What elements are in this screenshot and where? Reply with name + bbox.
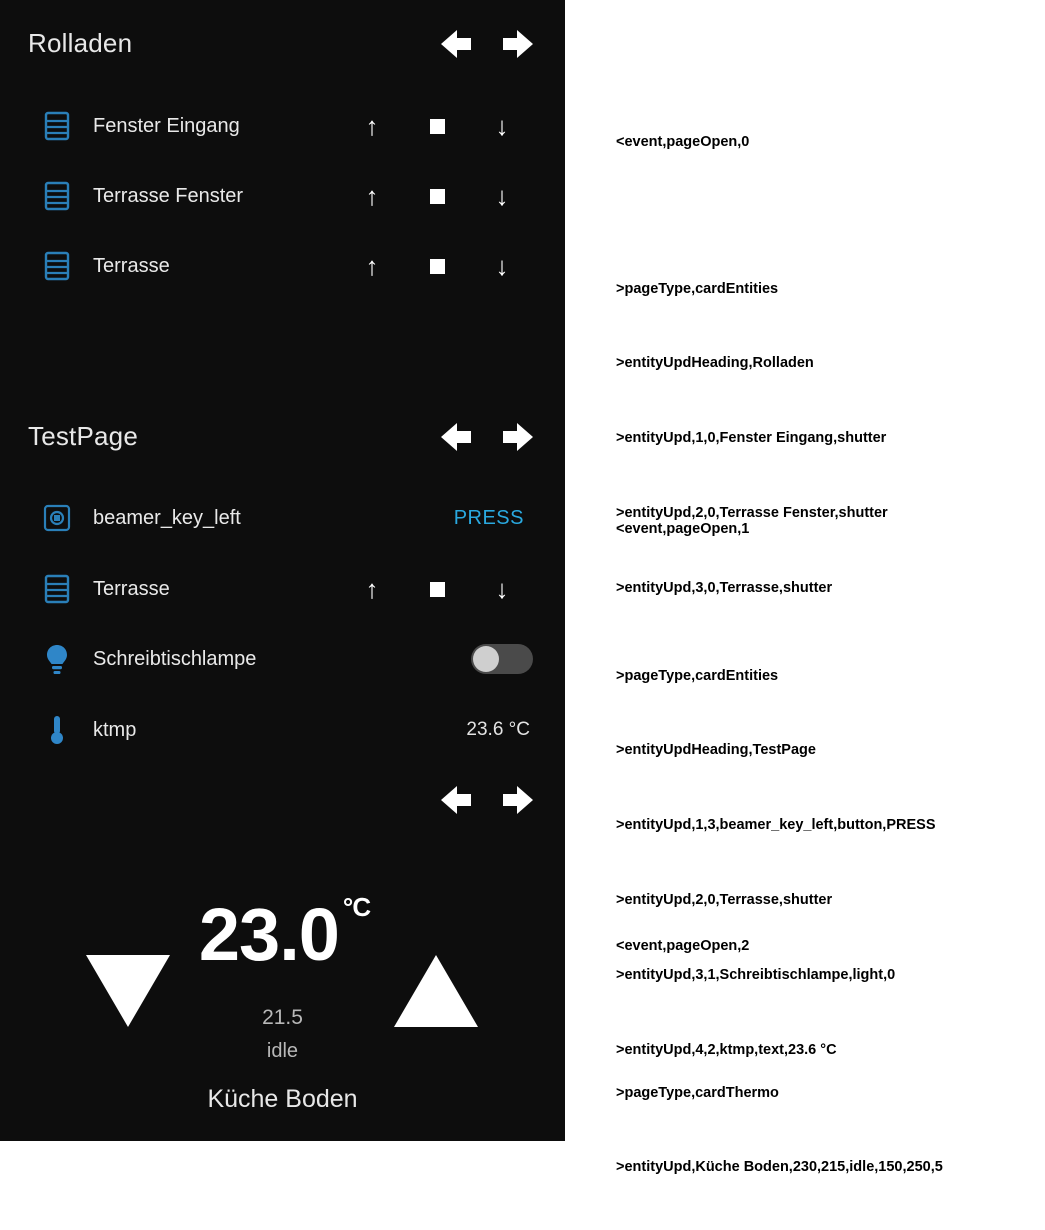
list-item-label: Schreibtischlampe (93, 647, 257, 670)
log-line: >entityUpdHeading,Rolladen (616, 355, 814, 372)
shutter-icon (40, 572, 74, 606)
spacer (616, 1009, 943, 1031)
card-header-testpage (0, 421, 565, 477)
stop-square-icon (430, 189, 445, 204)
nav-arrows (431, 780, 543, 820)
thermostat-name: Küche Boden (207, 1085, 358, 1113)
thermometer-icon (40, 713, 74, 747)
list-item-label: Terrasse (93, 254, 170, 277)
shutter-stop-button[interactable] (417, 176, 457, 216)
shutter-stop-button[interactable] (417, 106, 457, 146)
page-title: TestPage (28, 421, 139, 451)
arrow-right-icon[interactable] (499, 417, 543, 457)
shutter-stop-button[interactable] (417, 569, 457, 609)
nav-arrows (431, 417, 543, 457)
light-toggle[interactable] (471, 644, 533, 674)
arrow-left-icon[interactable] (431, 780, 475, 820)
log-line: >pageType,cardThermo (616, 1084, 779, 1101)
table-row[interactable] (0, 490, 565, 546)
shutter-up-button[interactable]: ↑ (365, 110, 379, 141)
log-event: <event,pageOpen,0 (616, 133, 750, 150)
arrow-left-icon[interactable] (431, 24, 475, 64)
list-item-label: beamer_key_left (93, 506, 241, 529)
arrow-right-icon[interactable] (499, 24, 543, 64)
log-line: >pageType,cardEntities (616, 280, 779, 297)
projector-icon (40, 501, 74, 535)
shutter-down-button[interactable]: ↓ (495, 180, 509, 211)
shutter-up-button[interactable]: ↑ (365, 250, 379, 281)
shutter-icon (40, 249, 74, 283)
list-item-label: Fenster Eingang (93, 114, 240, 137)
toggle-knob (473, 646, 499, 672)
log-event: <event,pageOpen,1 (616, 520, 750, 537)
shutter-controls (340, 569, 540, 609)
log-line: >pageType,cardEntities (616, 667, 779, 684)
list-item-label: Terrasse (93, 577, 170, 600)
temperature-unit: °C (342, 892, 371, 923)
current-temperature (0, 892, 565, 977)
list-item-label: Terrasse Fenster (93, 184, 244, 207)
spacer (616, 592, 936, 614)
lightbulb-icon (40, 642, 74, 676)
shutter-down-button[interactable]: ↓ (495, 250, 509, 281)
shutter-icon (40, 179, 74, 213)
nav-arrows (431, 24, 543, 64)
card-thermostat (0, 770, 565, 1141)
table-row[interactable] (0, 168, 565, 224)
log-event: <event,pageOpen,2 (616, 937, 750, 954)
stop-square-icon (430, 259, 445, 274)
arrow-left-icon[interactable] (431, 417, 475, 457)
table-row[interactable] (0, 631, 565, 687)
log-line: >entityUpd,1,0,Fenster Eingang,shutter (616, 430, 887, 447)
shutter-controls (340, 246, 540, 286)
log-line: >entityUpd,3,0,Terrasse,shutter (616, 579, 833, 596)
table-row[interactable] (0, 238, 565, 294)
log-line: >entityUpd,1,3,beamer_key_left,button,PRESS (616, 817, 936, 834)
table-row[interactable] (0, 702, 565, 758)
arrow-right-icon[interactable] (499, 780, 543, 820)
table-row[interactable] (0, 561, 565, 617)
log-line: >entityUpdHeading,TestPage (616, 742, 816, 759)
shutter-controls (340, 106, 540, 146)
stop-square-icon (430, 582, 445, 597)
current-temperature-value: 23.0 (198, 893, 339, 976)
thermostat-body (0, 830, 565, 1062)
shutter-icon (40, 109, 74, 143)
log-line: >entityUpd,3,1,Schreibtischlampe,light,0 (616, 966, 896, 983)
target-temperature: 21.5 (262, 1006, 303, 1029)
card-header-rolladen (0, 28, 565, 84)
shutter-down-button[interactable]: ↓ (495, 573, 509, 604)
log-panel (565, 0, 1045, 1176)
table-row[interactable] (0, 98, 565, 154)
log-line: >entityUpd,2,0,Terrasse,shutter (616, 892, 833, 908)
log-line: >entityUpd,Küche Boden,230,215,idle,150,250,5 (616, 1159, 943, 1176)
log-block (616, 884, 943, 1230)
shutter-stop-button[interactable] (417, 246, 457, 286)
status-badge: idle (266, 1040, 299, 1062)
shutter-controls (340, 176, 540, 216)
press-button[interactable]: PRESS (453, 506, 524, 529)
log-line: >entityUpd,4,2,ktmp,text,23.6 °C (616, 1041, 837, 1058)
spacer (616, 205, 888, 227)
list-item-label: ktmp (93, 718, 137, 741)
temperature-value: 23.6 °C (466, 719, 530, 740)
page-title: Rolladen (28, 28, 133, 58)
log-line: >entityUpd,2,0,Terrasse Fenster,shutter (616, 505, 888, 521)
shutter-up-button[interactable]: ↑ (365, 180, 379, 211)
shutter-up-button[interactable]: ↑ (365, 573, 379, 604)
shutter-down-button[interactable]: ↓ (495, 110, 509, 141)
stop-square-icon (430, 119, 445, 134)
